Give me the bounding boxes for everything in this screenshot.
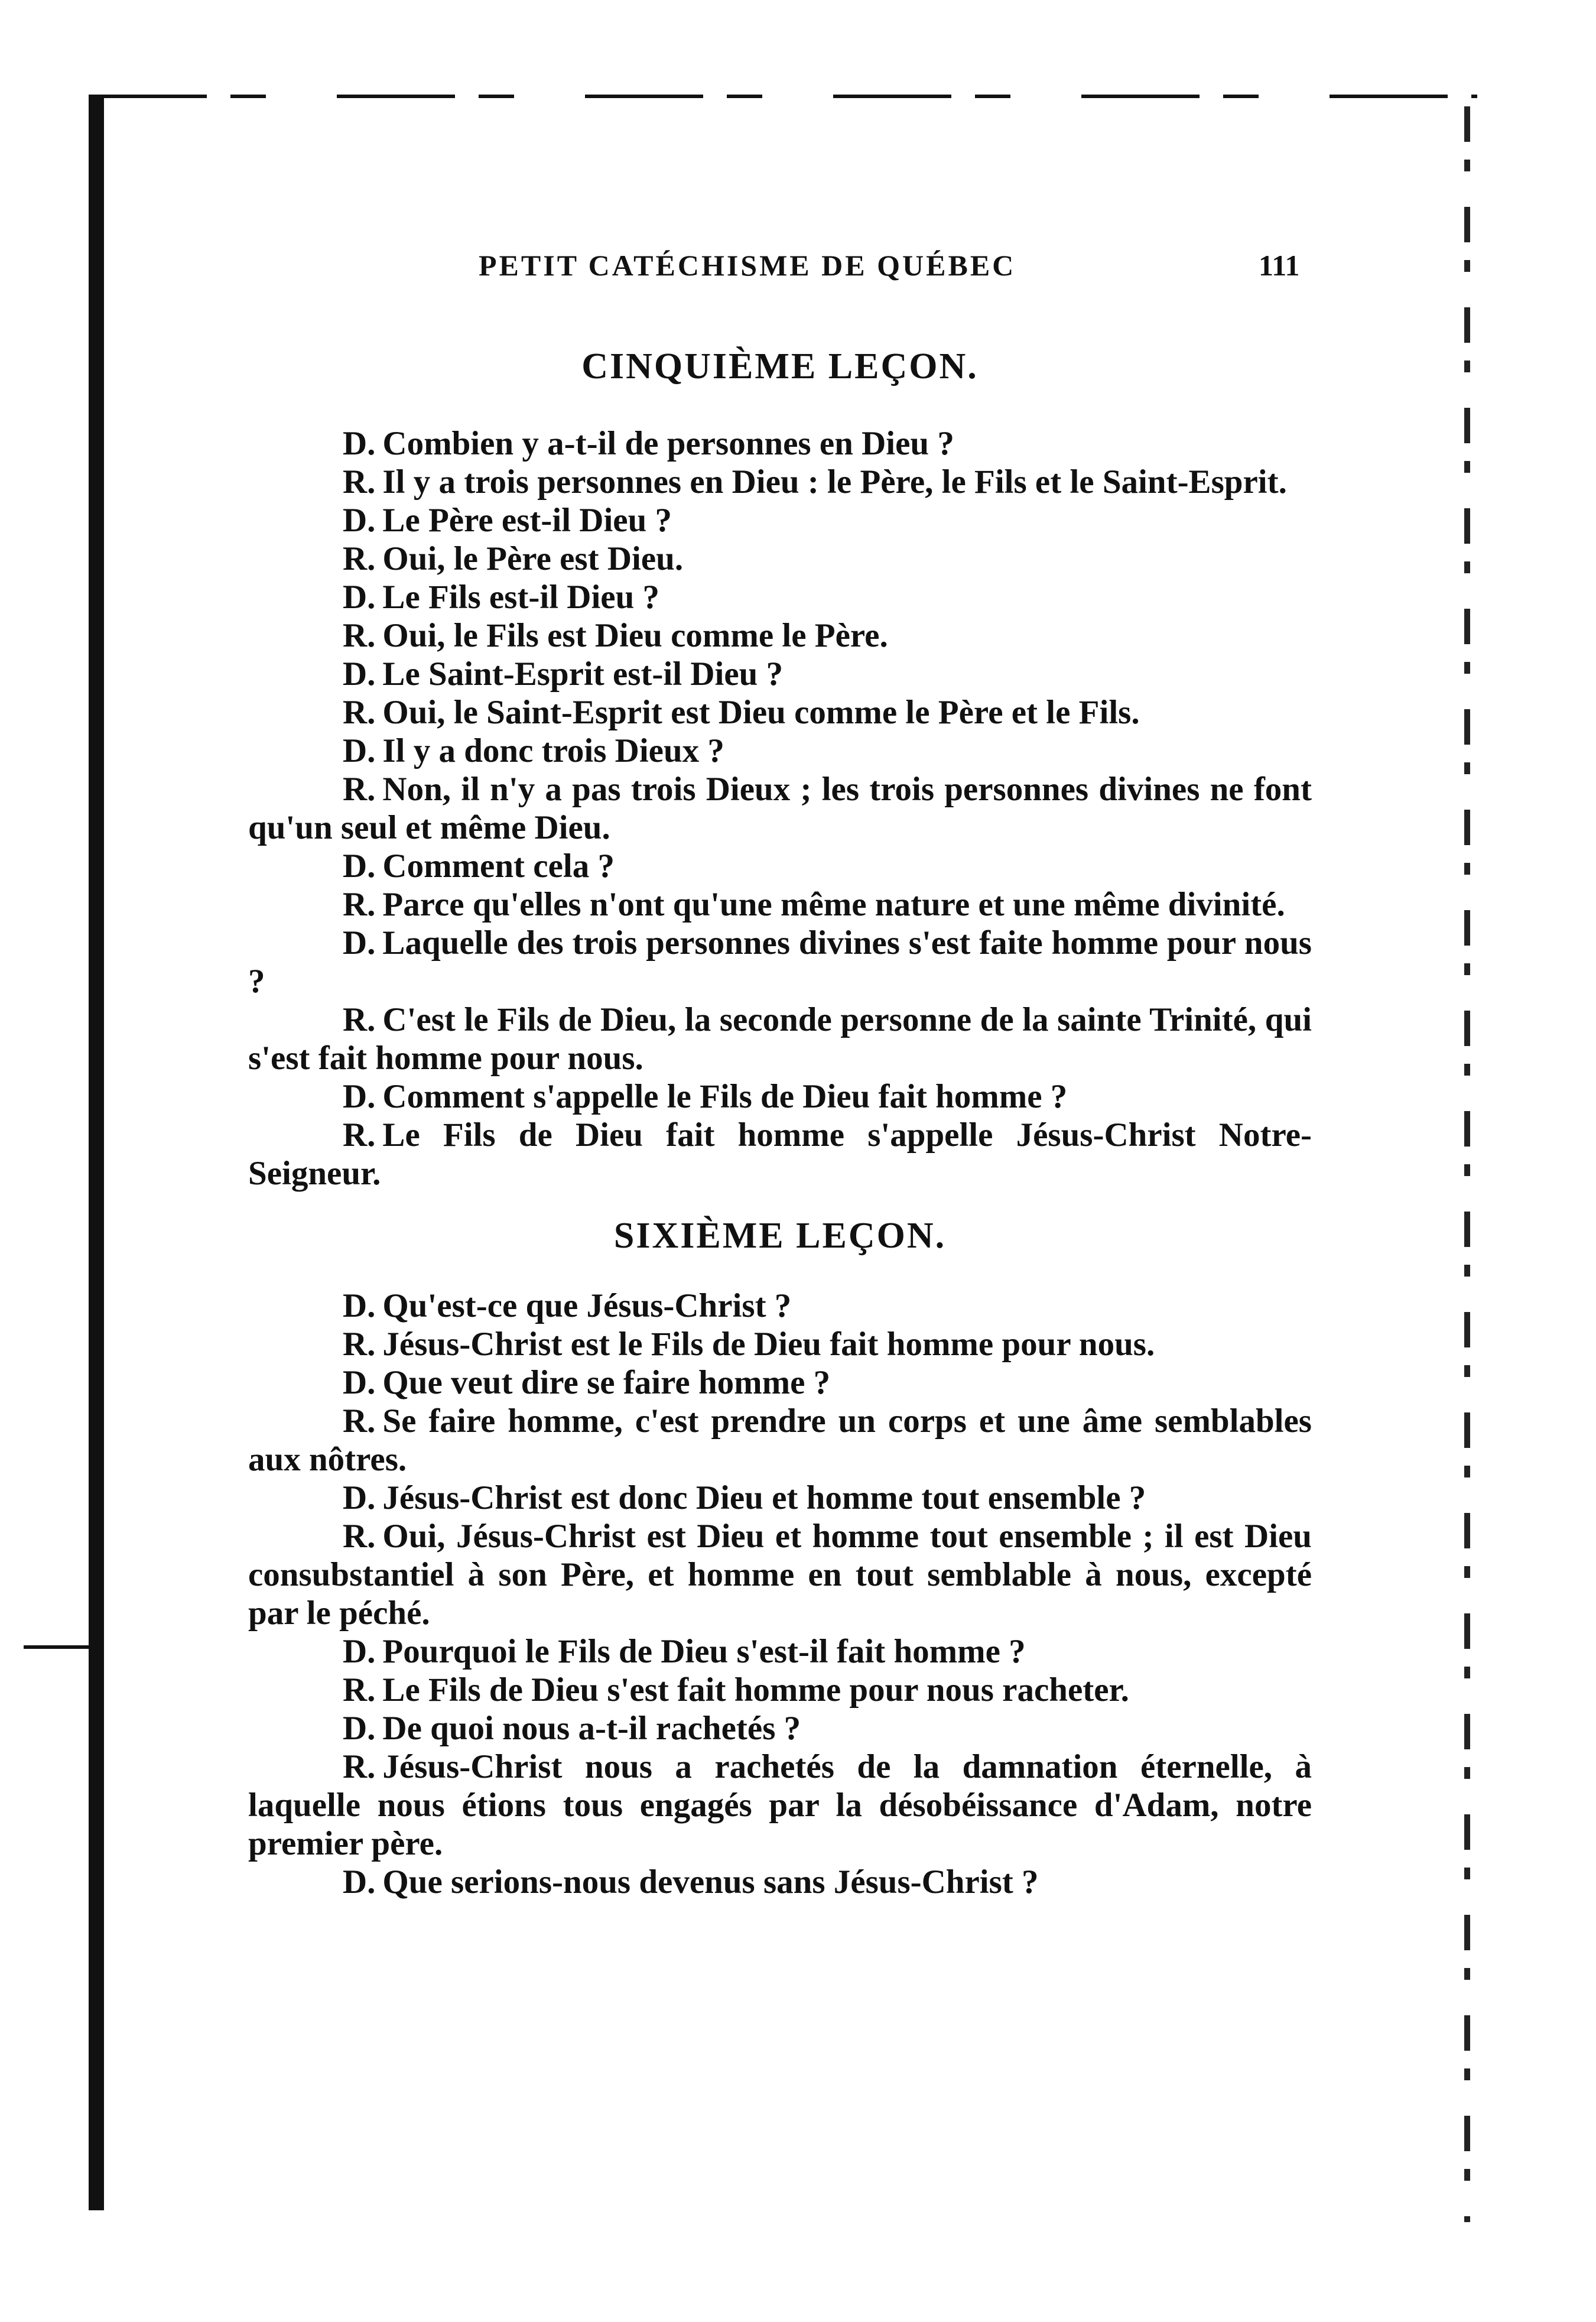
scan-border-right [1464,106,1470,2222]
question-item [248,501,1312,540]
lesson-6-title: SIXIÈME LEÇON. [613,1216,947,1256]
answer-item [248,1517,1312,1632]
question-item [248,1479,1312,1517]
item-label: R. [343,1748,376,1785]
item-text: Comment cela ? [382,847,615,885]
item-text: Que veut dire se faire homme ? [382,1364,831,1401]
item-label: R. [343,886,376,923]
item-label: R. [343,694,376,731]
item-label: D. [343,847,376,885]
question-item [248,1632,1312,1671]
item-label: D. [343,1078,376,1115]
item-label: R. [343,1001,376,1038]
answer-item [248,693,1312,732]
question-item [248,924,1312,1001]
answer-item [248,770,1312,847]
question-item [248,1363,1312,1402]
item-text: Jésus-Christ est le Fils de Dieu fait homme pour nous. [382,1326,1155,1363]
answer-item [248,1001,1312,1077]
item-label: R. [343,1402,376,1440]
question-item [248,1709,1312,1748]
item-text: Jésus-Christ nous a rachetés de la damnation éternelle, à laquelle nous étions tous engagés par la désobéissance d'Adam, notre premier père. [248,1748,1312,1862]
item-label: R. [343,463,376,501]
lesson-5-title: CINQUIÈME LEÇON. [581,346,979,387]
scan-border-top [89,95,1477,98]
item-text: Le Fils est-il Dieu ? [382,579,660,616]
item-text: Laquelle des trois personnes divines s'est faite homme pour nous ? [248,924,1312,1000]
question-item [248,847,1312,885]
item-label: R. [343,617,376,654]
item-label: D. [343,732,376,769]
answer-item [248,1116,1312,1193]
question-item [248,1287,1312,1325]
item-text: Oui, le Fils est Dieu comme le Père. [382,617,888,654]
item-label: D. [343,1364,376,1401]
item-label: D. [343,1287,376,1324]
question-item [248,732,1312,770]
item-text: Oui, le Père est Dieu. [382,540,684,577]
item-label: D. [343,425,376,462]
item-text: Que serions-nous devenus sans Jésus-Christ ? [382,1863,1039,1901]
answer-item [248,616,1312,655]
item-text: Combien y a-t-il de personnes en Dieu ? [382,425,954,462]
item-label: R. [343,771,376,808]
item-label: R. [343,1518,376,1555]
item-text: Le Père est-il Dieu ? [382,502,672,539]
page-number: 111 [1259,249,1300,282]
item-text: Le Fils de Dieu s'est fait homme pour nous racheter. [382,1671,1129,1709]
item-text: Jésus-Christ est donc Dieu et homme tout ensemble ? [382,1479,1146,1516]
book-page [248,248,1312,1901]
item-label: D. [343,1863,376,1901]
running-title: PETIT CATÉCHISME DE QUÉBEC [479,249,1016,282]
answer-item [248,885,1312,924]
scan-border-left [89,95,104,2210]
item-label: D. [343,924,376,962]
item-text: Il y a donc trois Dieux ? [382,732,724,769]
item-label: D. [343,1479,376,1516]
item-text: Le Fils de Dieu fait homme s'appelle Jésus-Christ Notre-Seigneur. [248,1116,1312,1192]
item-text: Pourquoi le Fils de Dieu s'est-il fait homme ? [382,1633,1026,1670]
answer-item [248,1402,1312,1479]
item-label: D. [343,502,376,539]
item-text: Oui, Jésus-Christ est Dieu et homme tout ensemble ; il est Dieu consubstantiel à son Père, et homme en tout semblable à nous, excepté par le péché. [248,1518,1312,1632]
item-text: Comment s'appelle le Fils de Dieu fait homme ? [382,1078,1068,1115]
item-text: Parce qu'elles n'ont qu'une même nature et une même divinité. [382,886,1285,923]
question-item [248,1863,1312,1901]
item-text: Non, il n'y a pas trois Dieux ; les trois personnes divines ne font qu'un seul et même Dieu. [248,771,1312,846]
item-label: D. [343,579,376,616]
item-text: C'est le Fils de Dieu, la seconde personne de la sainte Trinité, qui s'est fait homme pour nous. [248,1001,1312,1077]
item-label: R. [343,540,376,577]
item-label: R. [343,1671,376,1709]
item-text: Le Saint-Esprit est-il Dieu ? [382,655,784,693]
item-label: R. [343,1326,376,1363]
question-item [248,424,1312,463]
item-text: Il y a trois personnes en Dieu : le Père, le Fils et le Saint-Esprit. [382,463,1287,501]
answer-item [248,463,1312,501]
running-head [248,248,1312,284]
question-item [248,1077,1312,1116]
item-text: Oui, le Saint-Esprit est Dieu comme le Père et le Fils. [382,694,1140,731]
item-label: R. [343,1116,376,1154]
item-label: D. [343,655,376,693]
item-label: D. [343,1710,376,1747]
item-text: Qu'est-ce que Jésus-Christ ? [382,1287,792,1324]
answer-item [248,1671,1312,1709]
answer-item [248,1748,1312,1863]
question-item [248,578,1312,616]
item-text: De quoi nous a-t-il rachetés ? [382,1710,801,1747]
lesson-5-questions [248,424,1312,1193]
item-text: Se faire homme, c'est prendre un corps et une âme semblables aux nôtres. [248,1402,1312,1478]
answer-item [248,540,1312,578]
answer-item [248,1325,1312,1363]
question-item [248,655,1312,693]
item-label: D. [343,1633,376,1670]
lesson-6-questions [248,1287,1312,1901]
scan-mark [24,1645,89,1649]
